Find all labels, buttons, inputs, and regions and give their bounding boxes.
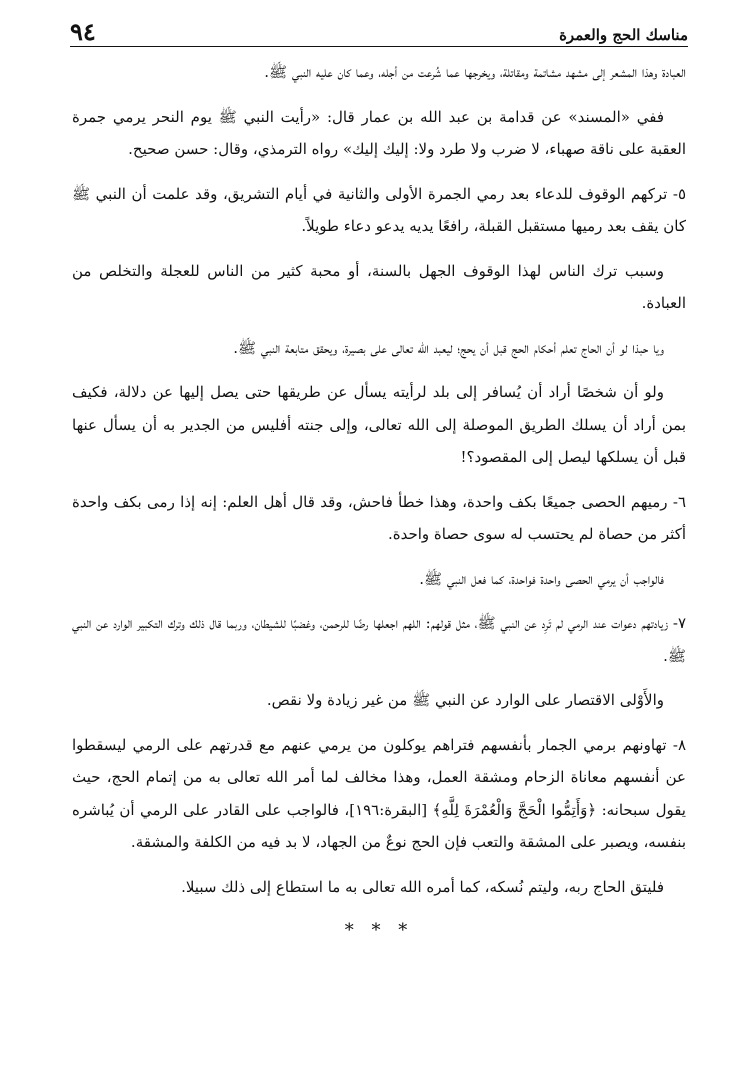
paragraph: ٨- تهاونهم برمي الجمار بأنفسهم فتراهم يوكلون من يرمي عنهم مع قدرتهم على الرمي ليسقطوا عن أنفسهم معاناة الزحام ومشقة العمل، وهذا مخالف لما أمر الله تعالى به من إتمام الحج، حيث يقول سبحانه: ﴿وَأَتِمُّوا الْحَجَّ وَالْعُمْرَةَ لِلَّهِ﴾ [البقرة:١٩٦]، فالواجب على القادر على الرمي أن يُباشره بنفسه، ويصبر على المشقة والتعب فإن الحج نوعٌ من الجهاد، لا بد فيه من الكلفة والمشقة. bbox=[72, 735, 686, 851]
paragraph: فالواجب أن يرمي الحصى واحدة فواحدة، كما فعل النبي ﷺ. bbox=[419, 569, 664, 588]
page-number: ٩٤ bbox=[70, 17, 96, 46]
paragraph: والأَوْلى الاقتصار على الوارد عن النبي ﷺ من غير زيادة ولا نقص. bbox=[266, 691, 664, 709]
running-title: مناسك الحج والعمرة bbox=[559, 26, 688, 44]
paragraph: وسبب ترك الناس لهذا الوقوف الجهل بالسنة، أو محبة كثير من الناس للعجلة والتخلص من العبادة. bbox=[72, 261, 686, 312]
paragraph: ولو أن شخصًا أراد أن يُسافر إلى بلد لرأيته يسأل عن طريقها حتى يصل إليها عن دلالة، فكيف بمن أراد أن يسلك الطريق الموصلة إلى الله تعالى، وإلى جنته أفليس من الجدير به أن يسأل عنها قبل أن يسلكها ليصل إلى المقصود؟! bbox=[72, 383, 686, 466]
page-body bbox=[72, 56, 686, 948]
page-header bbox=[70, 12, 688, 47]
paragraph: ففي «المسند» عن قدامة بن عبد الله بن عمار قال: «رأيت النبي ﷺ يوم النحر يرمي جمرة العقبة على ناقة صهباء، لا ضرب ولا طرد ولا: إليك إليك» رواه الترمذي، وقال: حسن صحيح. bbox=[72, 107, 686, 158]
paragraph: ويا حبذا لو أن الحاج تعلم أحكام الحج قبل أن يحج؛ ليعبد الله تعالى على بصيرة، ويحقق متابعة النبي ﷺ. bbox=[233, 338, 664, 357]
paragraph: ٥- تركهم الوقوف للدعاء بعد رمي الجمرة الأولى والثانية في أيام التشريق، وقد علمت أن النبي ﷺ كان يقف بعد رميها مستقبل القبلة، رافعًا يديه يدعو دعاء طويلاً. bbox=[72, 184, 686, 235]
paragraph: ٦- رميهم الحصى جميعًا بكف واحدة، وهذا خطأ فاحش، وقد قال أهل العلم: إنه إذا رمى بكف واحدة أكثر من حصاة لم يحتسب له سوى حصاة واحدة. bbox=[72, 492, 686, 543]
section-end-stars: * * * bbox=[344, 920, 414, 941]
paragraph: ٧- زيادتهم دعوات عند الرمي لم تَرِد عن النبي ﷺ، مثل قولهم: اللهم اجعلها رضًا للرحمن، وغضبًا للشيطان، وربما قال ذلك وترك التكبير الوارد عن النبي ﷺ. bbox=[72, 614, 686, 665]
paragraph: العبادة وهذا المشعر إلى مشهد مشاتمة ومقاتلة، ويخرجها عما شُرعت من أجله، وعما كان عليه النبي ﷺ. bbox=[264, 63, 686, 81]
paragraph: فليتق الحاج ربه، وليتم نُسكه، كما أمره الله تعالى به ما استطاع إلى ذلك سبيلا. bbox=[181, 877, 664, 896]
